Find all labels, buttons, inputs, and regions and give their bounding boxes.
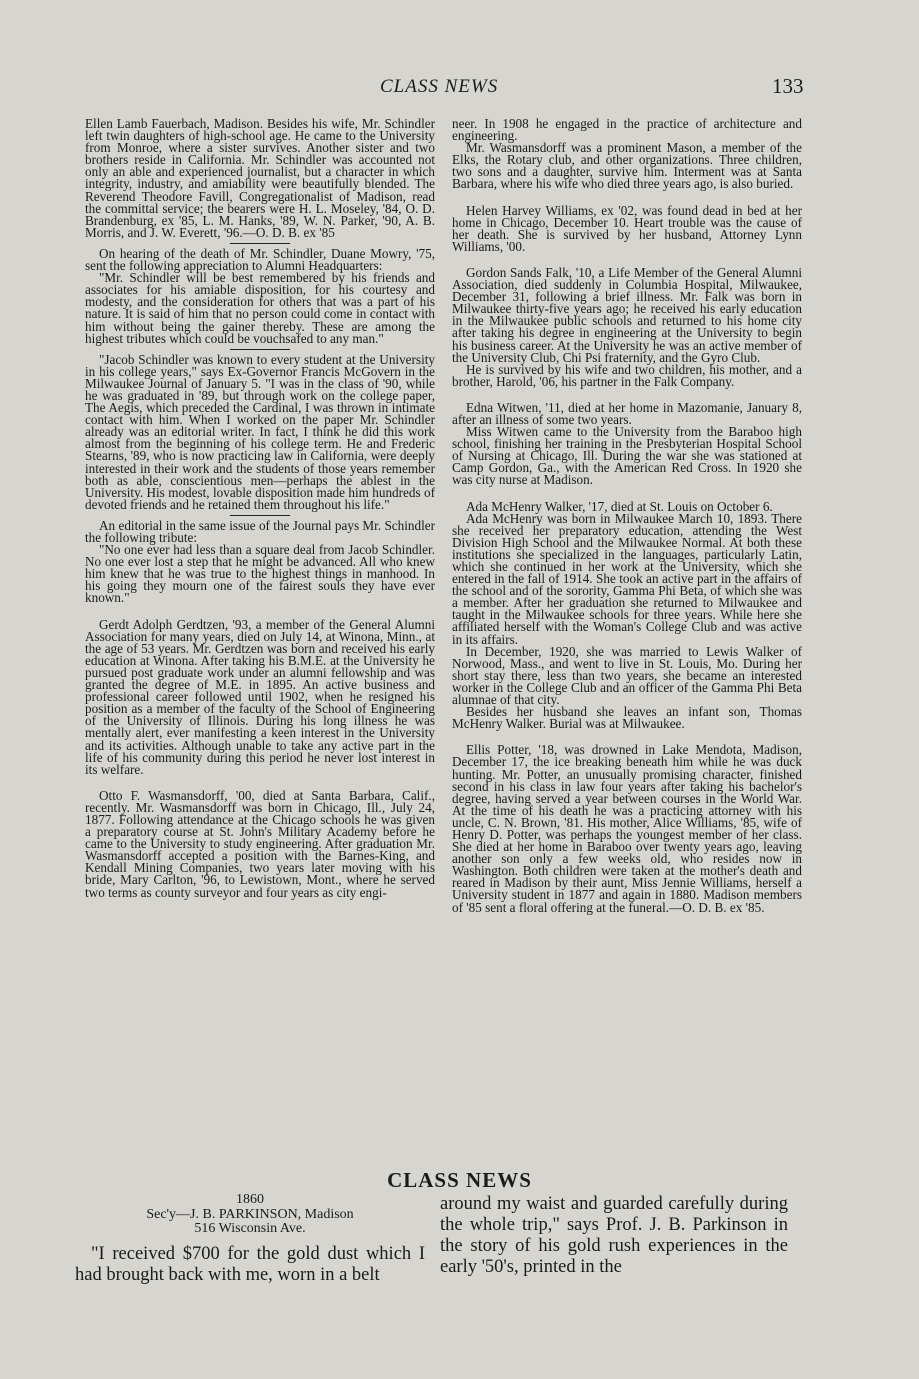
right-column <box>452 118 802 914</box>
article-paragraph: "Mr. Schindler will be best remembered by his friends and associates for his amiable disposition, for his courtesy and modesty, and the consideration for others that was a part of his nature. It is said of him that no person could come in contact with him without being the gainer thereby. These are among the highest tributes which could be vouchsafed to any man." <box>85 270 435 346</box>
article-paragraph: On hearing of the death of Mr. Schindler, Duane Mowry, '75, sent the following appreciation to Alumni Headquarters: <box>85 245 435 274</box>
secretary-address: 516 Wisconsin Ave. <box>194 1221 306 1236</box>
class-news-text-left: "I received $700 for the gold dust which I had brought back with me, worn in a belt <box>75 1244 425 1285</box>
section-heading: CLASS NEWS <box>387 1168 532 1192</box>
article-paragraph: Miss Witwen came to the University from the Baraboo high school, finishing her training in the Presbyterian Hospital School of Nursing at Chicago, Ill. During the war she was stationed at Camp Gordon, Ga., with the American Red Cross. In 1920 she was city nurse at Madison. <box>452 424 802 488</box>
class-year: 1860 <box>236 1192 264 1207</box>
secretary-line: Sec'y—J. B. PARKINSON, Madison <box>146 1207 354 1222</box>
article-paragraph: In December, 1920, she was married to Lewis Walker of Norwood, Mass., and went to live in St. Louis, Mo. During her short stay there, less than two years, she became an interested worker in the College Club and an officer of the Gamma Phi Beta alumnae of that city. <box>452 643 802 708</box>
article-paragraph: An editorial in the same issue of the Journal pays Mr. Schindler the following tribute: <box>85 517 435 545</box>
article-paragraph: Gerdt Adolph Gerdtzen, '93, a member of the General Alumni Association for many years, died on July 14, at Winona, Minn., at the age of 53 years. Mr. Gerdtzen was born and received his early education at Winona. After taking his B.M.E. at the University he pursued post graduate work under an alumni fellowship and was granted the degree of M.E. in 1895. An active business and professional career followed until 1902, when he resigned his position as a member of the faculty of the School of Engineering of the University of Illinois. During his long illness he was mentally alert, ever manifesting a keen interest in the University and its activities. Although unable to take any active part in the life of his community during this period he never lost interest in its welfare. <box>85 616 435 777</box>
article-paragraph: He is survived by his wife and two children, his mother, and a brother, Harold, '06, his partner in the Falk Company. <box>452 361 802 389</box>
article-paragraph: Gordon Sands Falk, '10, a Life Member of the General Alumni Association, died suddenly in Columbia Hospital, Milwaukee, December 31, following a brief illness. Mr. Falk was born in Milwaukee thirty-five years ago; he received his early education in the Milwaukee public schools and returned to his home city after taking his degree in engineering at the University to begin his business career. At the University he was an active member of the University Club, Chi Psi fraternity, and the Gyro Club. <box>452 264 802 365</box>
article-paragraph: Besides her husband she leaves an infant son, Thomas McHenry Walker. Burial was at Milwaukee. <box>452 704 802 732</box>
article-paragraph: "No one ever had less than a square deal from Jacob Schindler. No one ever lost a step that he might be advanced. All who knew him knew that he was true to the highest things in manhood. In his going they mourn one of the fairest souls they have ever known." <box>85 542 435 606</box>
article-paragraph: Ellis Potter, '18, was drowned in Lake Mendota, Madison, December 17, the ice breaking beneath him while he was duck hunting. Mr. Potter, an unusually promising character, finished second in his class in law four years after taking his bachelor's degree, having served a year between courses in the World War. At the time of his death he was a practicing attorney with his uncle, C. N. Brown, '81. His mother, Alice Williams, '85, wife of Henry D. Potter, was perhaps the youngest member of her class. She died at her home in Baraboo over twenty years ago, leaving another son only a few weeks old, who resides now in Washington. Both children were taken at the mother's death and reared in Madison by their aunt, Miss Jennie Williams, herself a University student in 1877 and again in 1880. Madison members of '85 sent a floral offering at the funeral.—O. D. B. ex '85. <box>452 742 802 915</box>
article-paragraph: Helen Harvey Williams, ex '02, was found dead in bed at her home in Chicago, December 10. Heart trouble was the cause of her death. She is survived by her husband, Attorney Lynn Williams, '00. <box>452 202 802 254</box>
article-paragraph: Otto F. Wasmansdorff, '00, died at Santa Barbara, Calif., recently. Mr. Wasmansdorff was born in Chicago, Ill., July 24, 1877. Following attendance at the Chicago schools he was given a preparatory course at St. John's Military Academy before he came to the University to study engineering. After graduation Mr. Wasmansdorff accepted a position with the Barnes-King, and Kendall Mining Companies, two years later moving with his bride, Mary Carlton, '96, to Lewistown, Mont., where he served two terms as county surveyor and four years as city engi- <box>85 787 435 900</box>
divider-rule <box>230 515 290 516</box>
article-paragraph: neer. In 1908 he engaged in the practice of architecture and engineering. <box>452 116 802 144</box>
article-paragraph: Ada McHenry was born in Milwaukee March 10, 1893. There she received her preparatory education, attending the West Division High School and the Milwaukee Normal. At both these institutions she specialized in the languages, particularly Latin, which she continued in her work at the University, which she entered in the fall of 1914. She took an active part in the affairs of the school and of the sorority, Gamma Phi Beta, of which she was a member. After her graduation she returned to Milwaukee and taught in the Milwaukee schools for three years. While here she affiliated herself with the Woman's College Club and was active in its affairs. <box>452 510 802 647</box>
left-column <box>85 118 435 899</box>
class-news-text-right: around my waist and guarded carefully during the whole trip," says Prof. J. B. Parkinson in the story of his gold rush experiences in the early '50's, printed in the <box>440 1194 788 1277</box>
running-title: CLASS NEWS <box>380 76 499 97</box>
article-paragraph: Mr. Wasmansdorff was a prominent Mason, a member of the Elks, the Rotary club, and other organizations. Three children, two sons and a daughter, survive him. Interment was at Santa Barbara, where his wife who died three years ago, is also buried. <box>452 140 802 192</box>
page-number: 133 <box>772 74 804 98</box>
divider-rule <box>230 243 290 244</box>
class-news-left <box>75 1192 425 1305</box>
article-paragraph: Ada McHenry Walker, '17, died at St. Louis on October 6. <box>466 498 773 514</box>
article-paragraph: Edna Witwen, '11, died at her home in Mazomanie, January 8, after an illness of some two years. <box>452 399 802 427</box>
class-news-right <box>440 1194 788 1278</box>
article-paragraph: Ellen Lamb Fauerbach, Madison. Besides his wife, Mr. Schindler left twin daughters of high-school age. He came to the University from Monroe, where a sister survives. Another sister and two brothers reside in California. Mr. Schindler was accounted not only an able and experienced journalist, but a character in which integrity, industry, and amiability were beautifully blended. The Reverend Theodore Favill, Congregationalist of Madison, read the committal service; the bearers were H. L. Moseley, '84, O. D. Brandenburg, ex '85, L. M. Hanks, '89, W. N. Parker, '90, A. B. Morris, and J. W. Everett, '96.—O. D. B. ex '85 <box>85 116 435 240</box>
divider-rule <box>230 349 290 350</box>
article-paragraph: "Jacob Schindler was known to every student at the University in his college years," says Ex-Governor Francis McGovern in the Milwaukee Journal of January 5. "I was in the class of '90, while he was graduated in '89, but through work on the college paper, The Aegis, which preceded the Cardinal, I was thrown in intimate contact with him. When I worked on the paper Mr. Schindler already was an editorial writer. In fact, I think he did this work almost from the beginning of his college term. He and Frederic Stearns, '89, who is now practicing law in California, were deeply interested in their work and the students of those years remember both as able, conscientious men—perhaps the ablest in the University. His modest, lovable disposition made him hundreds of devoted friends and he retained them throughout his life." <box>85 351 435 512</box>
